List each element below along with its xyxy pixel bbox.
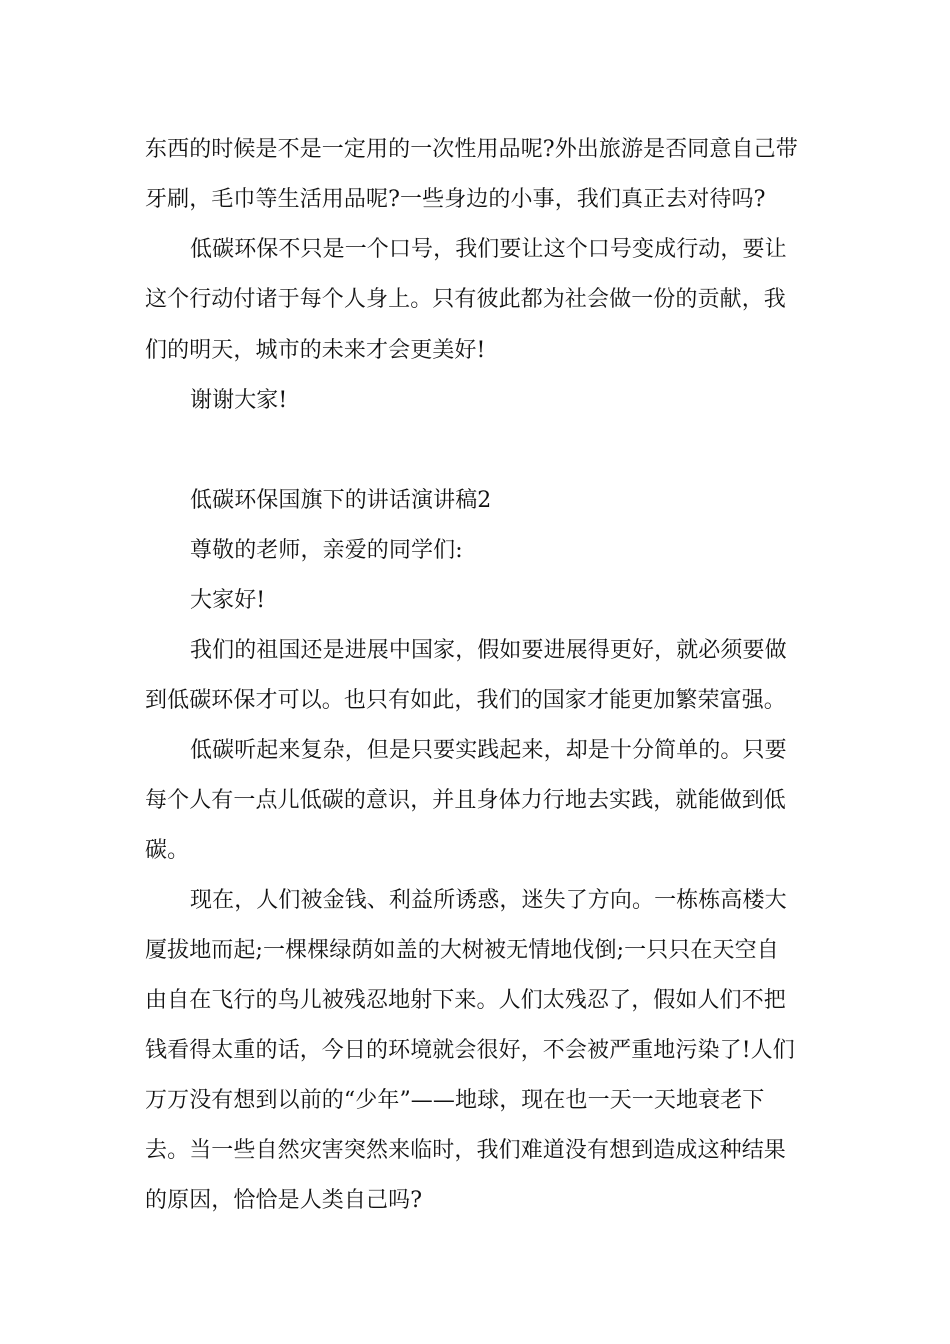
paragraph-line: 去。当一些自然灾害突然来临时，我们难道没有想到造成这种结果 xyxy=(145,1138,786,1163)
closing-line: 谢谢大家! xyxy=(190,388,288,413)
paragraph-line: 现在，人们被金钱、利益所诱惑，迷失了方向。一栋栋高楼大 xyxy=(190,888,787,913)
paragraph-line: 由自在飞行的鸟儿被残忍地射下来。人们太残忍了，假如人们不把 xyxy=(145,988,786,1013)
paragraph-line: 碳。 xyxy=(145,838,190,863)
greeting: 大家好! xyxy=(190,588,266,613)
paragraph-line: 东西的时候是不是一定用的一次性用品呢?外出旅游是否同意自己带 xyxy=(145,137,798,162)
paragraph-line: 钱看得太重的话，今日的环境就会很好，不会被严重地污染了!人们 xyxy=(145,1038,795,1063)
paragraph-line: 厦拔地而起;一棵棵绿荫如盖的大树被无情地伐倒;一只只在天空自 xyxy=(145,938,779,963)
paragraph-line: 们的明天，城市的未来才会更美好! xyxy=(145,338,486,363)
paragraph-line: 我们的祖国还是进展中国家，假如要进展得更好，就必须要做 xyxy=(190,638,787,663)
paragraph-line: 低碳环保不只是一个口号，我们要让这个口号变成行动，要让 xyxy=(190,237,787,262)
paragraph-line: 这个行动付诸于每个人身上。只有彼此都为社会做一份的贡献，我 xyxy=(145,287,786,312)
salutation: 尊敬的老师，亲爱的同学们: xyxy=(190,538,463,563)
paragraph-line: 每个人有一点儿低碳的意识，并且身体力行地去实践，就能做到低 xyxy=(145,788,786,813)
paragraph-line: 万万没有想到以前的“少年”——地球，现在也一天一天地衰老下 xyxy=(145,1088,765,1113)
paragraph-line: 低碳听起来复杂，但是只要实践起来，却是十分简单的。只要 xyxy=(190,738,787,763)
paragraph-line: 的原因，恰恰是人类自己吗? xyxy=(145,1188,423,1213)
paragraph-line: 到低碳环保才可以。也只有如此，我们的国家才能更加繁荣富强。 xyxy=(145,688,786,713)
paragraph-line: 牙刷，毛巾等生活用品呢?一些身边的小事，我们真正去对待吗? xyxy=(145,187,766,212)
section-title: 低碳环保国旗下的讲话演讲稿2 xyxy=(190,488,492,513)
